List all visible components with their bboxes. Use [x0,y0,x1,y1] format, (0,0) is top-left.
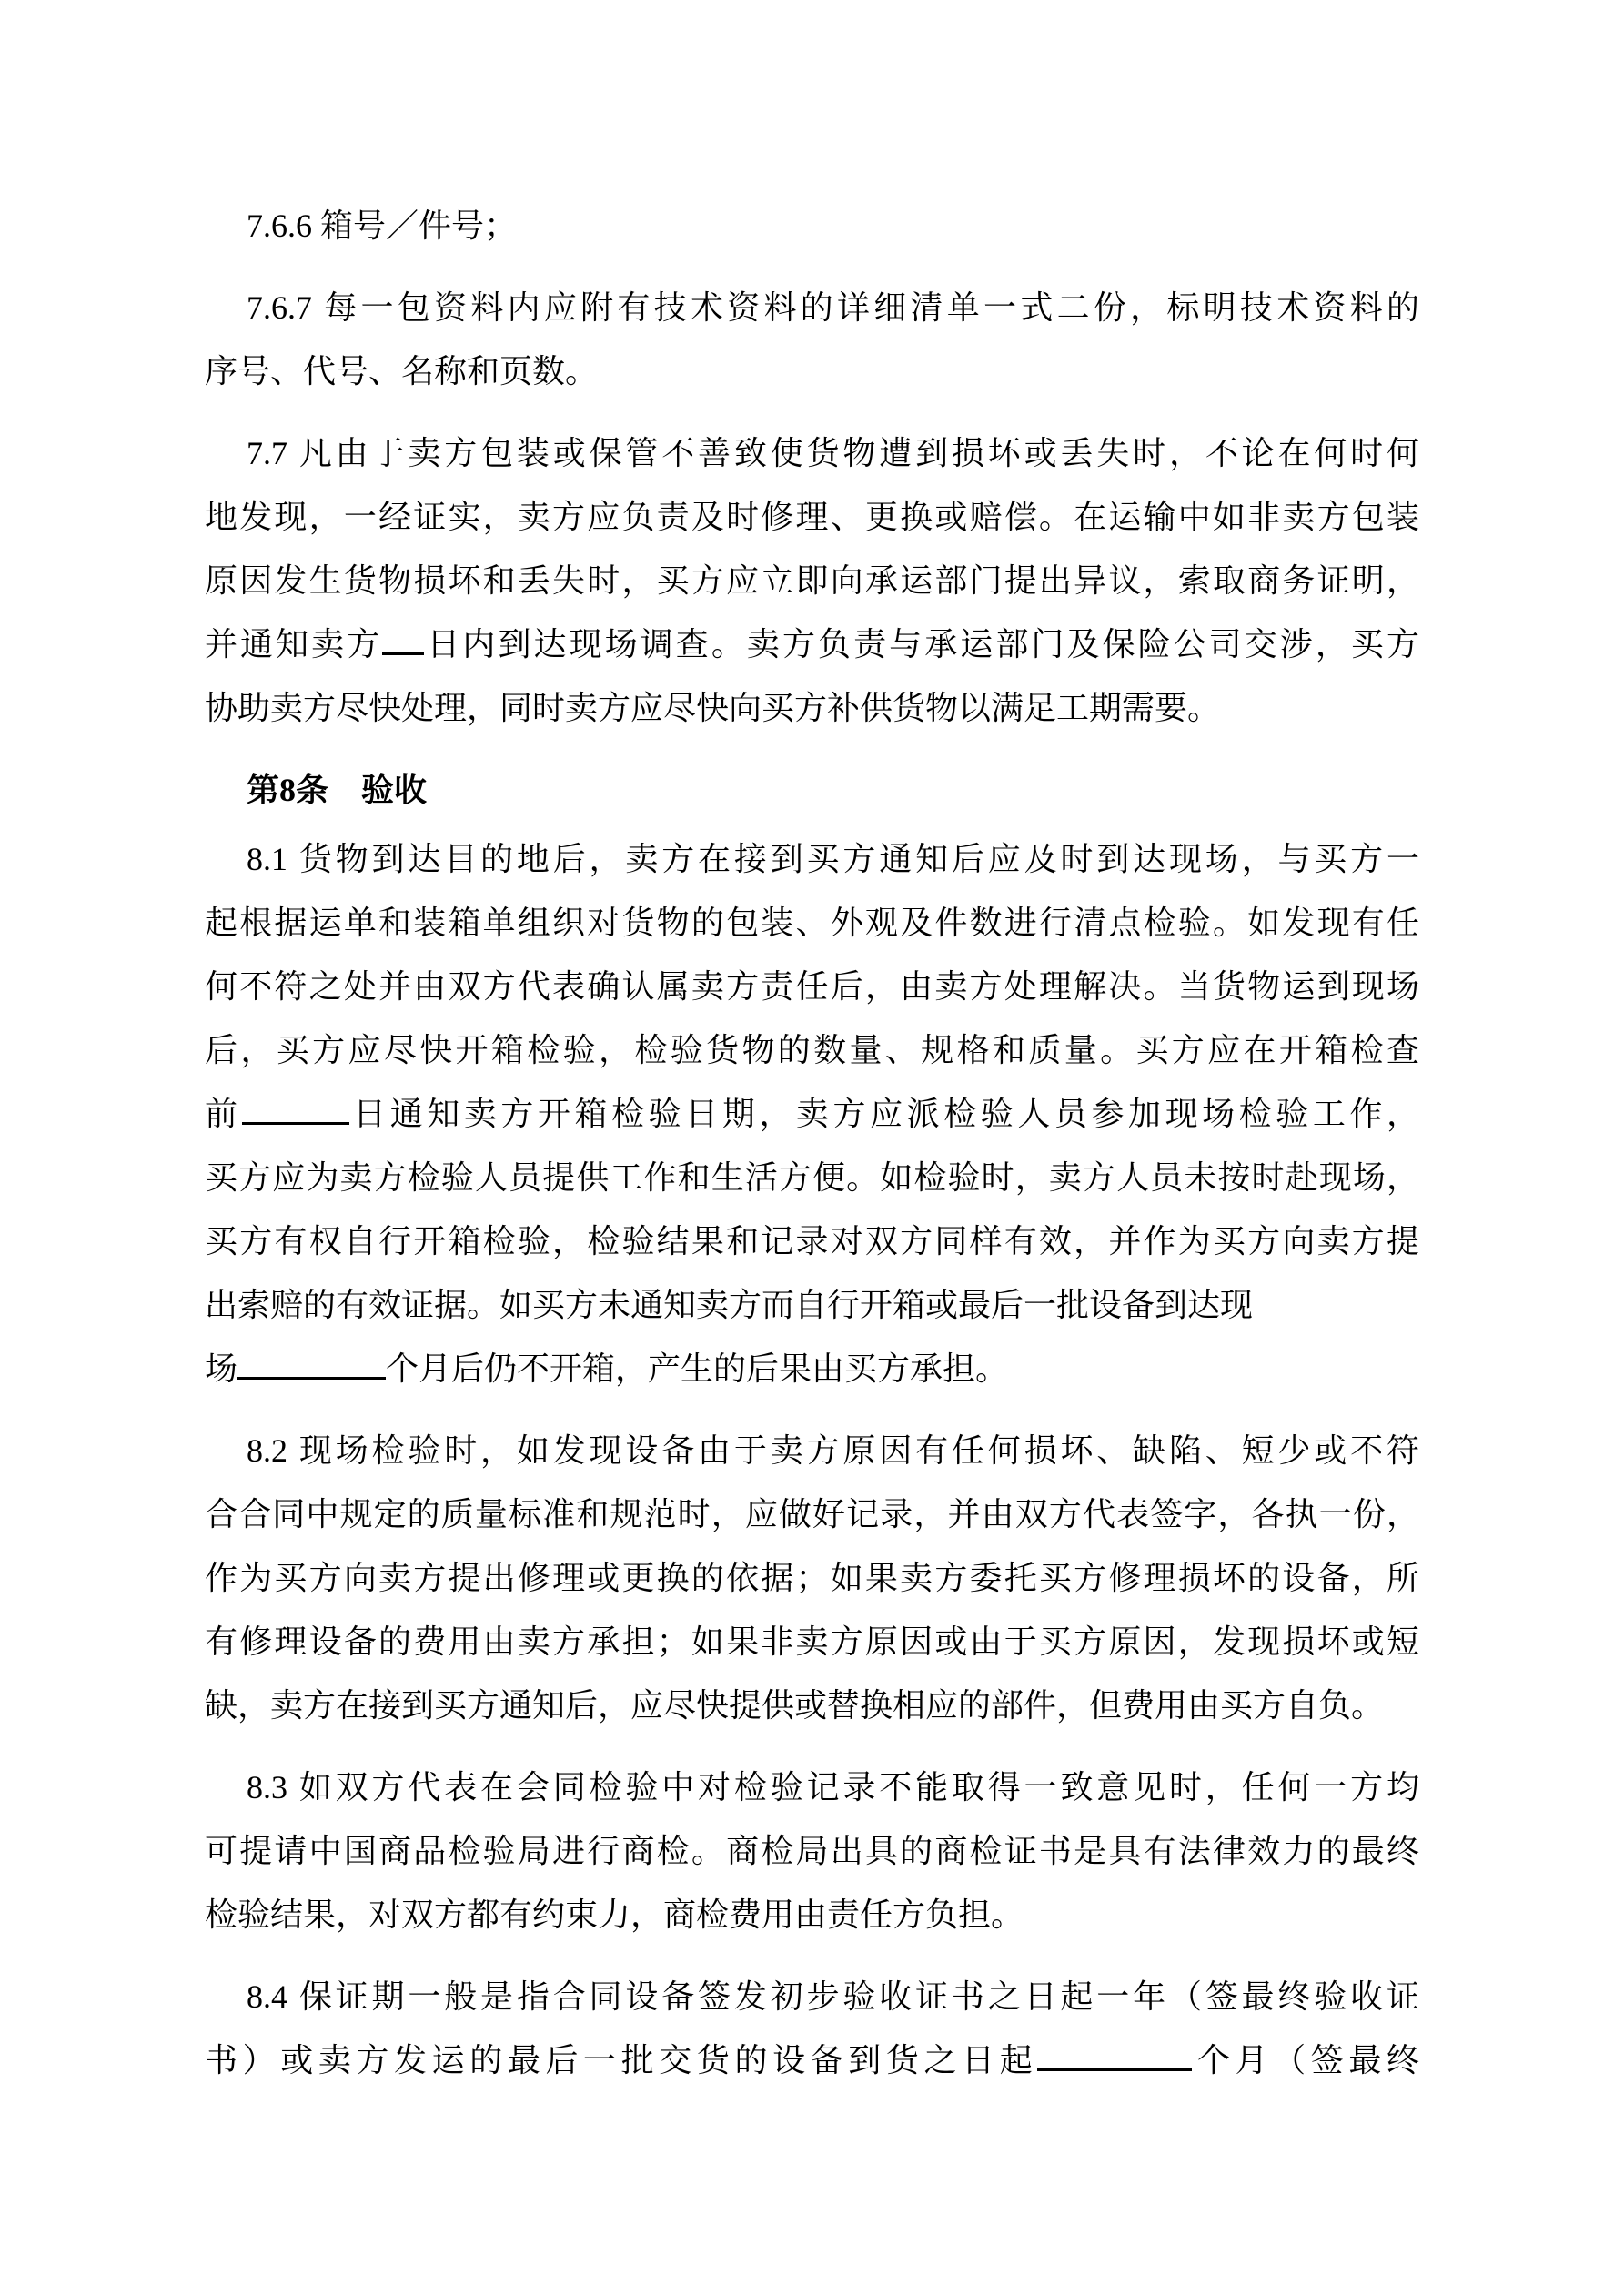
paragraph [205,421,1419,740]
text-segment: 何不符之处并由双方代表确认属卖方责任后，由卖方处理解决。当货物运到现场 [205,968,1419,1005]
text-line [205,1819,1419,1883]
text-line [205,1082,1419,1146]
blank-underline-field [382,618,424,655]
text-segment: 原因发生货物损坏和丢失时，买方应立即向承运部门提出异议，索取商务证明， [205,562,1419,599]
text-line [205,1209,1419,1273]
text-segment: 第8条 验收 [247,772,428,808]
text-segment: 可提请中国商品检验局进行商检。商检局出具的商检证书是具有法律效力的最终 [205,1833,1419,1869]
text-line [205,1883,1419,1947]
paragraph [205,1755,1419,1947]
paragraph [205,1419,1419,1737]
text-segment: 合合同中规定的质量标准和规范时，应做好记录，并由双方代表签字，各执一份， [205,1496,1419,1532]
text-segment: 出索赔的有效证据。如买方未通知卖方而自行开箱或最后一批设备到达现 [205,1287,1254,1323]
text-segment: 买方有权自行开箱检验，检验结果和记录对双方同样有效，并作为买方向卖方提 [205,1223,1419,1259]
text-segment: 场 [205,1350,238,1387]
text-line [205,549,1419,612]
text-line [205,1337,1419,1401]
blank-underline-field [242,1087,349,1125]
text-line [205,955,1419,1018]
text-segment: 后，买方应尽快开箱检验，检验货物的数量、规格和质量。买方应在开箱检查 [205,1032,1419,1068]
text-segment: 7.6.7 每一包资料内应附有技术资料的详细清单一式二份，标明技术资料的 [247,289,1419,326]
text-segment: 个月（签最终 [1192,2042,1419,2079]
text-line [205,676,1419,740]
text-segment: 作为买方向卖方提出修理或更换的依据；如果卖方委托买方修理损坏的设备，所 [205,1560,1419,1596]
paragraph [205,194,1419,258]
text-segment: 前 [205,1096,242,1132]
blank-underline-field [1037,2034,1192,2071]
text-line [205,1419,1419,1482]
text-segment: 7.7 凡由于卖方包装或保管不善致使货物遭到损坏或丢失时，不论在何时何 [247,435,1419,471]
text-line [205,1146,1419,1209]
text-line [205,827,1419,891]
text-line [205,194,1419,258]
text-line [205,1755,1419,1819]
text-segment: 序号、代号、名称和页数。 [205,353,599,389]
text-segment: 买方应为卖方检验人员提供工作和生活方便。如检验时，卖方人员未按时赴现场， [205,1159,1419,1196]
text-line [205,1610,1419,1674]
text-segment: 个月后仍不开箱，产生的后果由买方承担。 [386,1350,1009,1387]
text-segment: 8.2 现场检验时，如发现设备由于卖方原因有任何损坏、缺陷、短少或不符 [247,1432,1419,1469]
text-line [205,612,1419,676]
paragraph [205,827,1419,1401]
text-segment: 检验结果，对双方都有约束力，商检费用由责任方负担。 [205,1896,1024,1933]
paragraph [205,276,1419,403]
text-line [205,758,1419,822]
text-segment: 起根据运单和装箱单组织对货物的包装、外观及件数进行清点检验。如发现有任 [205,905,1419,941]
text-line [205,891,1419,955]
document-body [205,194,1419,2092]
text-line [205,1273,1419,1337]
text-line [205,2028,1419,2092]
text-segment: 8.1 货物到达目的地后，卖方在接到买方通知后应及时到达现场，与买方一 [247,841,1419,877]
text-segment: 日通知卖方开箱检验日期，卖方应派检验人员参加现场检验工作， [348,1096,1419,1132]
text-line [205,1018,1419,1082]
text-line [205,485,1419,549]
text-segment: 8.3 如双方代表在会同检验中对检验记录不能取得一致意见时，任何一方均 [247,1769,1419,1805]
text-line [205,1482,1419,1546]
text-line [205,1674,1419,1737]
text-line [205,1965,1419,2028]
text-line [205,276,1419,339]
section-heading [205,758,1419,822]
text-line [205,421,1419,485]
text-segment: 有修理设备的费用由卖方承担；如果非卖方原因或由于买方原因，发现损坏或短 [205,1623,1419,1660]
text-segment: 日内到达现场调查。卖方负责与承运部门及保险公司交涉，买方 [424,626,1419,663]
text-segment: 地发现，一经证实，卖方应负责及时修理、更换或赔偿。在运输中如非卖方包装 [205,499,1419,535]
text-segment: 8.4 保证期一般是指合同设备签发初步验收证书之日起一年（签最终验收证 [247,1978,1419,2015]
paragraph [205,1965,1419,2092]
text-segment: 缺，卖方在接到买方通知后，应尽快提供或替换相应的部件，但费用由买方自负。 [205,1687,1385,1724]
text-line [205,1546,1419,1610]
text-segment: 书）或卖方发运的最后一批交货的设备到货之日起 [205,2042,1038,2079]
blank-underline-field [237,1342,386,1380]
text-line [205,339,1419,403]
text-segment: 协助卖方尽快处理，同时卖方应尽快向买方补供货物以满足工期需要。 [205,690,1221,726]
text-segment: 并通知卖方 [205,626,383,663]
text-segment: 7.6.6 箱号／件号； [247,207,518,244]
